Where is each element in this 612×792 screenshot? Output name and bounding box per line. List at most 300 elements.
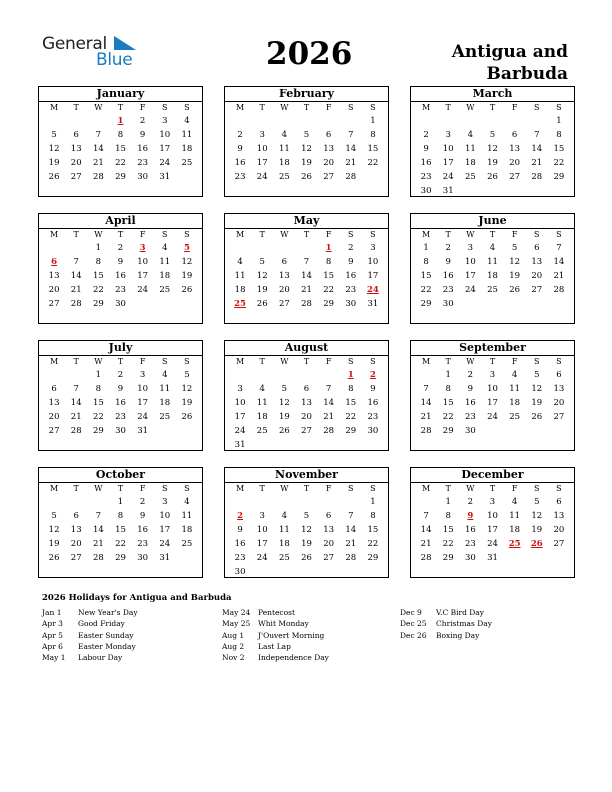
weekday-header: S [370, 230, 376, 239]
day-grid [411, 102, 574, 198]
day-cell: 14 [553, 257, 565, 267]
empty-cell [526, 114, 548, 128]
weekday-header: F [139, 103, 146, 112]
day-cell: 12 [509, 257, 521, 267]
holiday-date: Nov 2 [222, 653, 245, 663]
month-may [224, 213, 389, 324]
day-cell: 23 [420, 172, 432, 182]
day-cell: 24 [159, 539, 171, 549]
day-cell: 6 [534, 243, 540, 253]
day-cell: 17 [487, 398, 498, 408]
day-cell: 30 [420, 186, 432, 196]
weekday-header: F [139, 484, 146, 493]
weekday-header: M [235, 357, 245, 366]
weekday-header: W [280, 484, 289, 493]
day-cell: 7 [423, 384, 429, 394]
day-cell: 19 [48, 539, 60, 549]
day-cell: 7 [73, 257, 79, 267]
weekday-header: S [162, 103, 168, 112]
day-cell: 1 [556, 116, 562, 126]
day-cell: 12 [487, 144, 498, 154]
weekday-header: W [94, 230, 103, 239]
day-cell: 29 [442, 426, 454, 436]
day-grid [411, 483, 574, 565]
weekday-header: S [162, 230, 168, 239]
weekday-header: M [235, 230, 245, 239]
weekday-header: S [534, 357, 540, 366]
day-cell: 29 [115, 172, 126, 182]
day-cell: 14 [301, 271, 312, 281]
day-cell: 2 [467, 497, 474, 507]
holiday-date: Dec 9 [400, 608, 422, 617]
empty-cell [65, 495, 87, 509]
day-cell: 22 [553, 158, 565, 168]
day-cell: 28 [323, 426, 335, 436]
day-cell: 30 [115, 426, 126, 436]
holiday-day: 25 [234, 299, 246, 309]
day-cell: 4 [467, 130, 474, 140]
weekday-header: M [49, 103, 59, 112]
day-cell: 6 [325, 130, 332, 140]
day-cell: 22 [345, 412, 357, 422]
day-cell: 12 [301, 525, 312, 535]
holiday-date: Apr 6 [42, 641, 63, 651]
day-cell: 27 [48, 426, 60, 436]
day-cell: 14 [70, 398, 82, 408]
day-cell: 27 [553, 412, 565, 422]
weekday-header: W [280, 357, 289, 366]
day-cell: 15 [420, 271, 432, 281]
day-cell: 25 [159, 412, 171, 422]
day-cell: 17 [234, 412, 246, 422]
day-cell: 25 [181, 539, 193, 549]
day-cell: 13 [48, 398, 60, 408]
weekday-header: S [534, 103, 540, 112]
day-cell: 25 [278, 553, 290, 563]
day-cell: 26 [531, 412, 543, 422]
weekday-header: S [556, 230, 562, 239]
day-cell: 19 [278, 412, 290, 422]
day-cell: 13 [301, 398, 312, 408]
day-cell: 30 [367, 426, 379, 436]
holiday-name: New Year's Day [78, 608, 138, 617]
day-cell: 18 [234, 285, 246, 295]
day-cell: 9 [139, 130, 146, 140]
month-name: November [225, 468, 388, 483]
holiday-row [42, 607, 138, 618]
holiday-name: Whit Monday [258, 619, 309, 629]
day-cell: 18 [509, 525, 521, 535]
empty-cell [65, 368, 87, 382]
weekday-header: M [49, 357, 59, 366]
day-cell: 4 [511, 497, 518, 507]
day-cell: 13 [509, 144, 521, 154]
day-cell: 14 [531, 144, 543, 154]
day-cell: 20 [553, 525, 565, 535]
month-november [224, 467, 389, 578]
day-cell: 17 [256, 539, 268, 549]
day-cell: 19 [301, 539, 312, 549]
day-cell: 11 [159, 257, 171, 267]
month-september [410, 340, 575, 451]
day-cell: 20 [323, 539, 335, 549]
day-grid [39, 483, 202, 565]
day-cell: 11 [487, 257, 498, 267]
day-cell: 17 [137, 271, 149, 281]
day-cell: 9 [467, 384, 474, 394]
empty-cell [437, 114, 459, 128]
day-cell: 22 [92, 412, 104, 422]
weekday-header: M [235, 103, 245, 112]
holiday-row [400, 607, 492, 618]
day-cell: 14 [92, 525, 104, 535]
holiday-name: Easter Monday [78, 641, 136, 651]
day-cell: 23 [345, 285, 357, 295]
day-cell: 3 [237, 384, 243, 394]
day-cell: 11 [509, 384, 521, 394]
day-cell: 29 [442, 553, 454, 563]
day-cell: 15 [553, 144, 565, 154]
day-cell: 16 [137, 144, 149, 154]
day-cell: 4 [511, 370, 518, 380]
weekday-header: F [511, 357, 518, 366]
month-name: February [225, 87, 388, 102]
empty-cell [273, 114, 295, 128]
empty-cell [65, 241, 87, 255]
day-cell: 15 [367, 525, 379, 535]
weekday-header: S [348, 357, 354, 366]
day-cell: 5 [51, 511, 57, 521]
weekday-header: S [556, 103, 562, 112]
day-cell: 7 [303, 257, 310, 267]
day-cell: 20 [509, 158, 521, 168]
empty-cell [87, 495, 109, 509]
day-cell: 28 [345, 172, 357, 182]
day-cell: 15 [115, 144, 126, 154]
day-cell: 20 [48, 285, 60, 295]
empty-cell [295, 241, 317, 255]
day-cell: 27 [531, 285, 543, 295]
day-cell: 29 [420, 299, 432, 309]
day-cell: 26 [278, 426, 290, 436]
empty-cell [415, 368, 437, 382]
weekday-header: T [489, 230, 496, 239]
day-cell: 22 [367, 158, 379, 168]
weekday-header: T [117, 103, 124, 112]
holiday-row [222, 641, 329, 652]
empty-cell [229, 495, 251, 509]
day-cell: 21 [323, 412, 335, 422]
weekday-header: F [139, 357, 146, 366]
day-cell: 10 [234, 398, 246, 408]
day-cell: 6 [556, 370, 562, 380]
weekday-header: T [489, 484, 496, 493]
weekday-header: S [184, 484, 190, 493]
day-cell: 21 [70, 285, 82, 295]
day-cell: 10 [159, 130, 171, 140]
holiday-date: May 25 [222, 619, 251, 629]
day-cell: 24 [256, 172, 268, 182]
day-cell: 11 [278, 144, 290, 154]
page-title-year: 2026 [266, 36, 353, 72]
weekday-header: T [259, 103, 265, 112]
weekday-header: T [445, 484, 451, 493]
day-cell: 1 [117, 497, 124, 507]
day-cell: 14 [420, 398, 432, 408]
day-cell: 10 [256, 525, 268, 535]
day-cell: 19 [256, 285, 268, 295]
month-name: January [39, 87, 202, 102]
day-cell: 2 [423, 130, 429, 140]
day-cell: 12 [531, 511, 543, 521]
empty-cell [318, 495, 340, 509]
day-cell: 9 [117, 384, 124, 394]
day-cell: 17 [367, 271, 379, 281]
weekday-header: F [325, 230, 332, 239]
day-cell: 7 [556, 243, 562, 253]
day-cell: 7 [73, 384, 79, 394]
empty-cell [318, 368, 340, 382]
day-cell: 19 [181, 271, 193, 281]
day-cell: 27 [70, 553, 82, 563]
day-cell: 8 [348, 384, 354, 394]
day-cell: 21 [420, 539, 432, 549]
day-cell: 29 [92, 299, 104, 309]
day-cell: 6 [325, 511, 332, 521]
day-cell: 25 [487, 285, 498, 295]
day-cell: 16 [137, 525, 149, 535]
day-cell: 23 [234, 172, 246, 182]
weekday-header: S [162, 484, 168, 493]
day-cell: 23 [464, 412, 476, 422]
day-cell: 23 [137, 539, 149, 549]
weekday-header: T [489, 357, 496, 366]
month-january [38, 86, 203, 197]
day-cell: 27 [301, 426, 312, 436]
day-grid [225, 356, 388, 452]
holiday-day: 1 [117, 116, 124, 126]
weekday-header: T [489, 103, 496, 112]
day-cell: 24 [442, 172, 454, 182]
day-cell: 24 [487, 412, 498, 422]
generalblue-logo [42, 34, 142, 70]
holiday-name: Easter Sunday [78, 630, 134, 640]
day-cell: 17 [487, 525, 498, 535]
weekday-header: S [348, 230, 354, 239]
day-cell: 3 [259, 511, 265, 521]
weekday-header: T [259, 357, 265, 366]
day-cell: 18 [181, 144, 193, 154]
day-cell: 11 [181, 511, 193, 521]
holiday-date: Jan 1 [42, 608, 62, 617]
day-cell: 16 [115, 398, 126, 408]
weekday-header: T [445, 103, 451, 112]
day-cell: 12 [48, 144, 60, 154]
holiday-column [400, 607, 492, 641]
day-cell: 8 [370, 130, 376, 140]
day-cell: 19 [531, 398, 543, 408]
day-cell: 16 [367, 398, 379, 408]
day-cell: 2 [445, 243, 451, 253]
month-july [38, 340, 203, 451]
weekday-header: S [348, 484, 354, 493]
day-cell: 27 [48, 299, 60, 309]
day-cell: 21 [553, 271, 565, 281]
day-cell: 16 [234, 158, 246, 168]
day-grid [39, 102, 202, 184]
day-cell: 23 [137, 158, 149, 168]
day-cell: 27 [278, 299, 290, 309]
day-cell: 30 [442, 299, 454, 309]
day-cell: 11 [278, 525, 290, 535]
day-cell: 18 [256, 412, 268, 422]
day-cell: 14 [345, 144, 357, 154]
month-name: May [225, 214, 388, 229]
weekday-header: S [370, 357, 376, 366]
day-cell: 25 [159, 285, 171, 295]
day-cell: 7 [348, 130, 354, 140]
holiday-column [222, 607, 329, 663]
day-cell: 18 [464, 158, 476, 168]
day-cell: 27 [323, 172, 335, 182]
day-cell: 30 [137, 553, 149, 563]
day-cell: 9 [237, 525, 243, 535]
holiday-name: Christmas Day [436, 619, 492, 629]
day-cell: 12 [181, 384, 193, 394]
day-cell: 10 [137, 257, 149, 267]
day-cell: 8 [423, 257, 429, 267]
empty-cell [415, 114, 437, 128]
day-cell: 4 [162, 370, 168, 380]
day-cell: 27 [553, 539, 565, 549]
day-cell: 21 [92, 158, 104, 168]
empty-cell [273, 368, 295, 382]
day-cell: 15 [345, 398, 357, 408]
day-cell: 7 [325, 384, 332, 394]
day-cell: 22 [92, 285, 104, 295]
holiday-day: 2 [369, 370, 376, 380]
empty-cell [251, 114, 273, 128]
day-cell: 16 [464, 398, 476, 408]
holiday-day: 24 [366, 285, 379, 295]
day-cell: 8 [445, 384, 451, 394]
day-cell: 10 [137, 384, 149, 394]
day-cell: 6 [281, 257, 288, 267]
weekday-header: T [445, 230, 451, 239]
day-cell: 1 [370, 497, 376, 507]
month-june [410, 213, 575, 324]
empty-cell [229, 114, 251, 128]
weekday-header: S [184, 357, 190, 366]
weekday-header: M [421, 103, 431, 112]
day-cell: 13 [70, 525, 82, 535]
day-cell: 24 [159, 158, 171, 168]
weekday-header: W [280, 103, 289, 112]
holiday-name: Last Lap [258, 641, 291, 651]
day-cell: 5 [184, 370, 190, 380]
day-cell: 13 [323, 144, 335, 154]
day-cell: 26 [181, 412, 193, 422]
day-cell: 23 [115, 285, 126, 295]
day-cell: 19 [301, 158, 312, 168]
day-cell: 6 [51, 384, 57, 394]
weekday-header: T [73, 484, 79, 493]
holiday-day: 6 [51, 257, 58, 267]
day-cell: 10 [464, 257, 476, 267]
day-cell: 31 [487, 553, 498, 563]
day-cell: 22 [367, 539, 379, 549]
weekday-header: T [259, 484, 265, 493]
day-cell: 21 [92, 539, 104, 549]
day-cell: 27 [70, 172, 82, 182]
day-cell: 11 [509, 511, 521, 521]
empty-cell [273, 241, 295, 255]
day-cell: 31 [442, 186, 454, 196]
day-cell: 5 [51, 130, 57, 140]
day-cell: 1 [95, 370, 102, 380]
day-cell: 28 [553, 285, 565, 295]
day-cell: 26 [301, 172, 312, 182]
day-cell: 9 [348, 257, 354, 267]
holiday-day: 5 [183, 243, 190, 253]
weekday-header: S [556, 484, 562, 493]
month-name: September [411, 341, 574, 356]
day-grid [225, 483, 388, 579]
holiday-date: May 1 [42, 653, 66, 663]
day-cell: 14 [345, 525, 357, 535]
day-cell: 3 [139, 370, 146, 380]
weekday-header: M [49, 484, 59, 493]
day-cell: 4 [259, 384, 265, 394]
holiday-name: Pentecost [258, 608, 296, 617]
day-grid [225, 102, 388, 184]
day-cell: 15 [442, 525, 454, 535]
weekday-header: T [303, 103, 310, 112]
weekday-header: W [94, 103, 103, 112]
day-cell: 3 [467, 243, 474, 253]
day-cell: 26 [181, 285, 193, 295]
weekday-header: F [325, 103, 332, 112]
day-cell: 12 [301, 144, 312, 154]
day-cell: 8 [556, 130, 562, 140]
day-cell: 21 [345, 158, 357, 168]
weekday-header: W [466, 484, 475, 493]
day-cell: 17 [256, 158, 268, 168]
day-cell: 5 [303, 511, 310, 521]
day-grid [411, 356, 574, 438]
day-cell: 5 [281, 384, 288, 394]
day-cell: 4 [281, 130, 288, 140]
day-cell: 8 [117, 511, 124, 521]
logo-blue-text: Blue [96, 50, 133, 70]
day-cell: 19 [181, 398, 193, 408]
day-cell: 5 [511, 243, 518, 253]
day-cell: 8 [117, 130, 124, 140]
day-cell: 29 [323, 299, 335, 309]
day-cell: 4 [237, 257, 243, 267]
day-cell: 22 [442, 412, 454, 422]
empty-cell [229, 241, 251, 255]
day-cell: 10 [367, 257, 379, 267]
day-cell: 29 [553, 172, 565, 182]
weekday-header: W [466, 103, 475, 112]
day-cell: 10 [256, 144, 268, 154]
weekday-header: M [235, 484, 245, 493]
day-cell: 28 [70, 426, 82, 436]
month-name: August [225, 341, 388, 356]
day-cell: 26 [48, 553, 60, 563]
day-cell: 20 [301, 412, 312, 422]
